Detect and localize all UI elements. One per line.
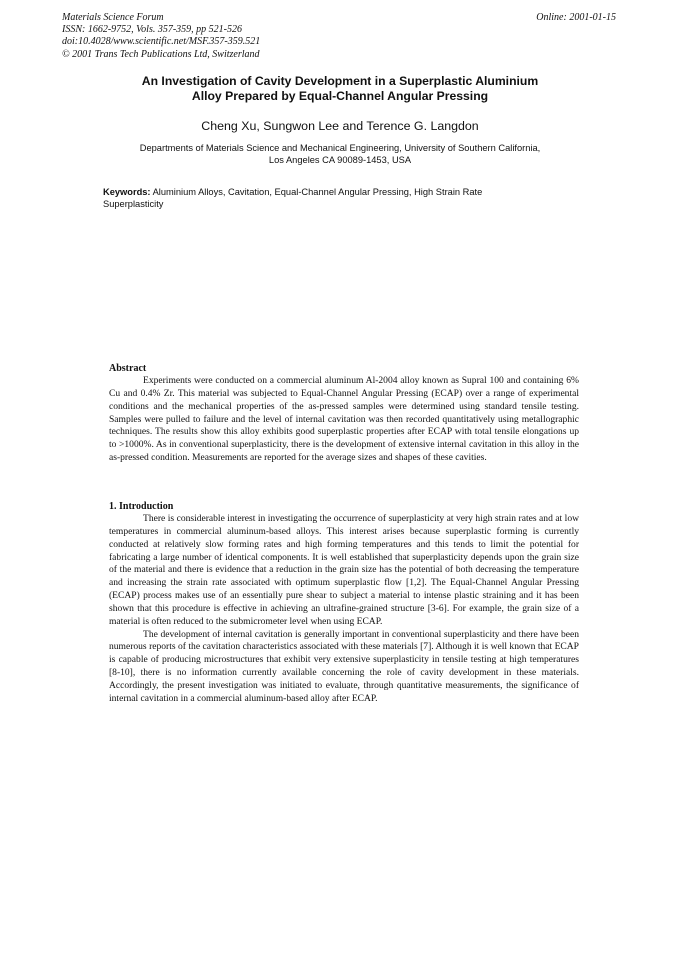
journal-name: Materials Science Forum: [62, 12, 164, 23]
title-line-2: Alloy Prepared by Equal-Channel Angular Pressing: [191, 89, 489, 103]
keywords-text: Aluminium Alloys, Cavitation, Equal-Channel Angular Pressing, High Strain Rate Superplasticity: [103, 187, 483, 209]
title-line-1: An Investigation of Cavity Development in a Superplastic Aluminium: [141, 74, 539, 88]
keywords-label: Keywords:: [103, 187, 151, 197]
affiliation: [80, 143, 600, 166]
affiliation-line-1: Departments of Materials Science and Mechanical Engineering, University of Southern California,: [139, 143, 541, 153]
issn-line: ISSN: 1662-9752, Vols. 357-359, pp 521-526: [62, 24, 242, 36]
online-date: Online: 2001-01-15: [536, 12, 616, 23]
copyright-line: © 2001 Trans Tech Publications Ltd, Switzerland: [62, 48, 260, 60]
introduction-paragraph-2: The development of internal cavitation is generally important in conventional superplasticity and there have been numerous reports of the cavitation characteristics associated with these materials [7]. Although it is well known that ECAP is capable of producing microstructures that exhibit very extensive superplasticity in tensile testing at high temperatures [8-10], there is no information currently available concerning the role of cavity development in these materials. Accordingly, the present investigation was initiated to evaluate, through quantitative measurements, the significance of internal cavitation in a commercial aluminum-based alloy after ECAP.: [109, 628, 579, 704]
abstract-text: Experiments were conducted on a commercial aluminum Al-2004 alloy known as Supral 100 and containing 6% Cu and 0.4% Zr. This material was subjected to Equal-Channel Angular Pressing (ECAP) over a range of experimental conditions and the mechanical properties of the as-pressed samples were determined using standard tensile testing. Samples were pulled to failure and the level of internal cavitation was then recorded quantitatively using metallographic techniques. The results show this alloy exhibits good superplastic properties after ECAP with total tensile elongations up to >1000%. As in conventional superplasticity, there is the development of extensive internal cavitation in this alloy in the as-pressed condition. Measurements are reported for the average sizes and shapes of these cavities.: [109, 375, 579, 464]
introduction-paragraph-1: There is considerable interest in investigating the occurrence of superplasticity at very high strain rates and at low temperatures in commercial aluminum-based alloys. This interest arises because superplastic forming is currently conducted at relatively slow forming rates and high forming temperatures and this tends to limit the potential for fabricating a large number of identical components. It is well established that superplasticity depends upon the grain size of the material and there is evidence that a reduction in the grain size has the potential of both decreasing the temperature and increasing the strain rate associated with optimum superplastic flow [1,2]. The Equal-Channel Angular Pressing (ECAP) process makes use of an essentially pure shear to subject a material to intense plastic straining and it has been shown that this procedure is effective in achieving an ultrafine-grained structure [3-6]. For example, the grain size of a material is often reduced to the submicrometer level when using ECAP.: [109, 513, 579, 627]
abstract-heading: Abstract: [109, 363, 147, 374]
doi-line[interactable]: doi:10.4028/www.scientific.net/MSF.357-359.521: [62, 36, 261, 48]
keywords: [103, 187, 543, 210]
affiliation-line-2: Los Angeles CA 90089-1453, USA: [268, 154, 412, 165]
introduction-heading: 1. Introduction: [109, 501, 174, 512]
author-list: Cheng Xu, Sungwon Lee and Terence G. Langdon: [201, 119, 479, 133]
paper-title: [70, 74, 610, 104]
journal-header: [62, 12, 260, 61]
abstract-section: [109, 363, 579, 465]
introduction-section: [109, 501, 579, 706]
